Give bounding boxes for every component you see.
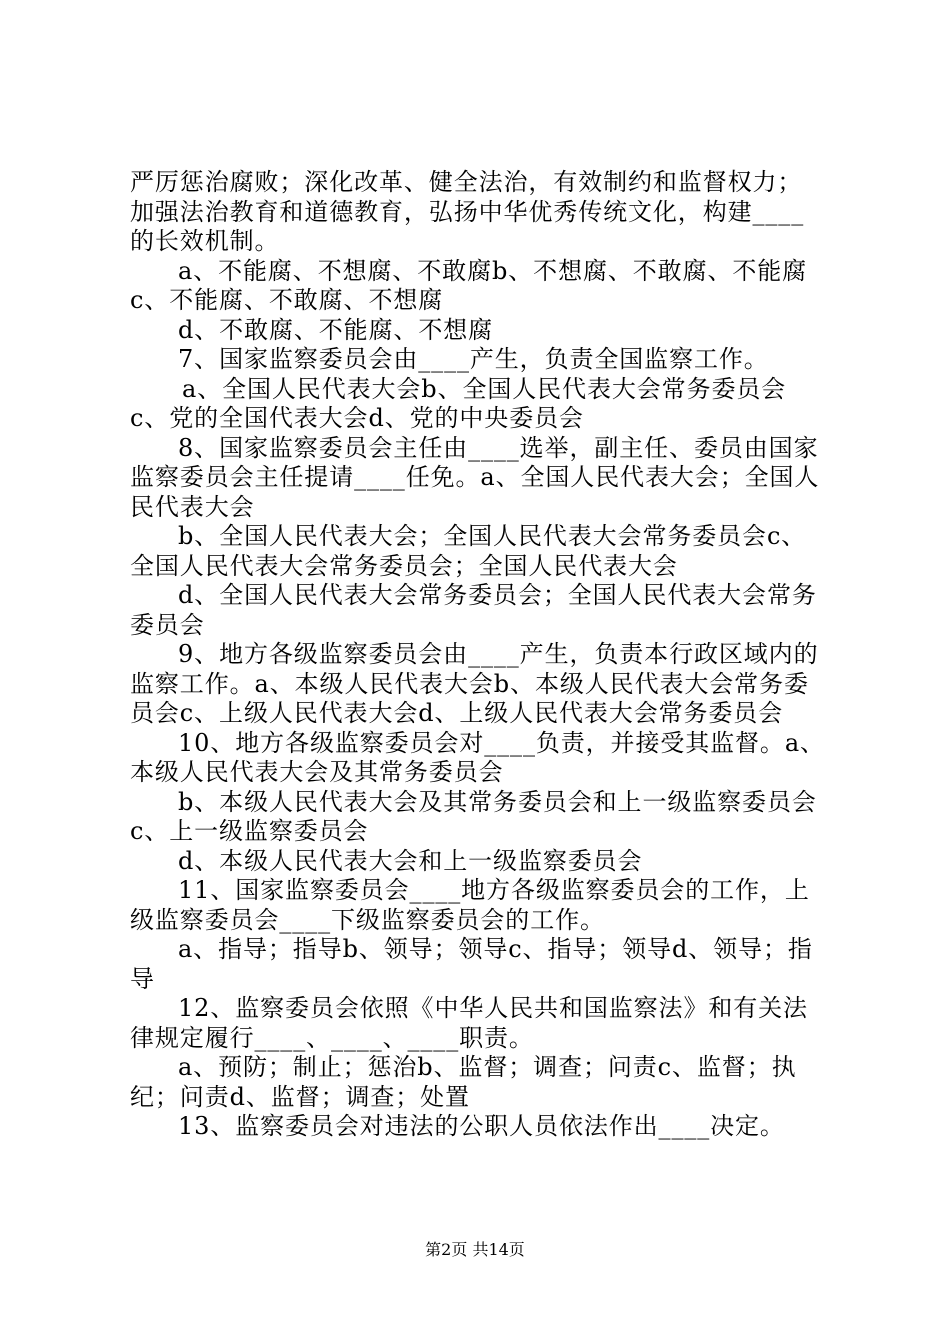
text-line: 监察工作。a、本级人民代表大会b、本级人民代表大会常务委 xyxy=(130,669,809,698)
text-line: d、本级人民代表大会和上一级监察委员会 xyxy=(178,846,643,875)
text-line: 13、监察委员会对违法的公职人员依法作出____决定。 xyxy=(178,1112,785,1140)
text-line: 纪；问责d、监督；调查；处置 xyxy=(130,1082,470,1111)
text-line: 导 xyxy=(130,964,155,993)
text-line: a、预防；制止；惩治b、监督；调查；问责c、监督；执 xyxy=(178,1053,797,1081)
text-line: 9、地方各级监察委员会由____产生，负责本行政区域内的 xyxy=(178,640,819,668)
document-body xyxy=(130,168,830,1142)
text-line: b、本级人民代表大会及其常务委员会和上一级监察委员会 xyxy=(178,787,817,816)
text-line: 12、监察委员会依照《中华人民共和国监察法》和有关法 xyxy=(178,994,808,1022)
text-line: a、指导；指导b、领导；领导c、指导；领导d、领导；指 xyxy=(178,935,813,963)
text-line: 本级人民代表大会及其常务委员会 xyxy=(130,758,504,786)
text-line: a、不能腐、不想腐、不敢腐b、不想腐、不敢腐、不能腐 xyxy=(178,256,808,285)
text-line: 7、国家监察委员会由____产生，负责全国监察工作。 xyxy=(178,345,769,373)
text-line: d、全国人民代表大会常务委员会；全国人民代表大会常务 xyxy=(178,581,817,609)
text-line: 律规定履行____、____、____职责。 xyxy=(130,1023,534,1052)
text-line: 加强法治教育和道德教育，弘扬中华优秀传统文化，构建____ xyxy=(130,197,805,226)
text-line: 监察委员会主任提请____任免。a、全国人民代表大会；全国人 xyxy=(130,463,820,491)
text-line: d、不敢腐、不能腐、不想腐 xyxy=(178,315,494,344)
text-line: 民代表大会 xyxy=(130,492,255,521)
text-line: a、全国人民代表大会b、全国人民代表大会常务委员会 xyxy=(182,374,787,403)
text-line: 10、地方各级监察委员会对____负责，并接受其监督。a、 xyxy=(178,728,825,757)
text-line: 全国人民代表大会常务委员会；全国人民代表大会 xyxy=(130,551,678,580)
text-line: 8、国家监察委员会主任由____选举，副主任、委员由国家 xyxy=(178,433,819,462)
text-line: c、上一级监察委员会 xyxy=(130,817,369,845)
text-line: b、全国人民代表大会；全国人民代表大会常务委员会c、 xyxy=(178,522,807,550)
text-line: 级监察委员会____下级监察委员会的工作。 xyxy=(130,905,605,934)
text-line: 严厉惩治腐败；深化改革、健全法治，有效制约和监督权力； xyxy=(130,168,803,196)
text-line: 员会c、上级人民代表大会d、上级人民代表大会常务委员会 xyxy=(130,699,784,727)
text-line: 的长效机制。 xyxy=(130,227,280,255)
text-line: c、党的全国代表大会d、党的中央委员会 xyxy=(130,404,584,432)
page-footer: 第2页 共14页 xyxy=(425,1240,525,1259)
text-line: 委员会 xyxy=(130,610,205,639)
text-line: 11、国家监察委员会____地方各级监察委员会的工作，上 xyxy=(178,876,810,904)
text-line: c、不能腐、不敢腐、不想腐 xyxy=(130,286,444,314)
